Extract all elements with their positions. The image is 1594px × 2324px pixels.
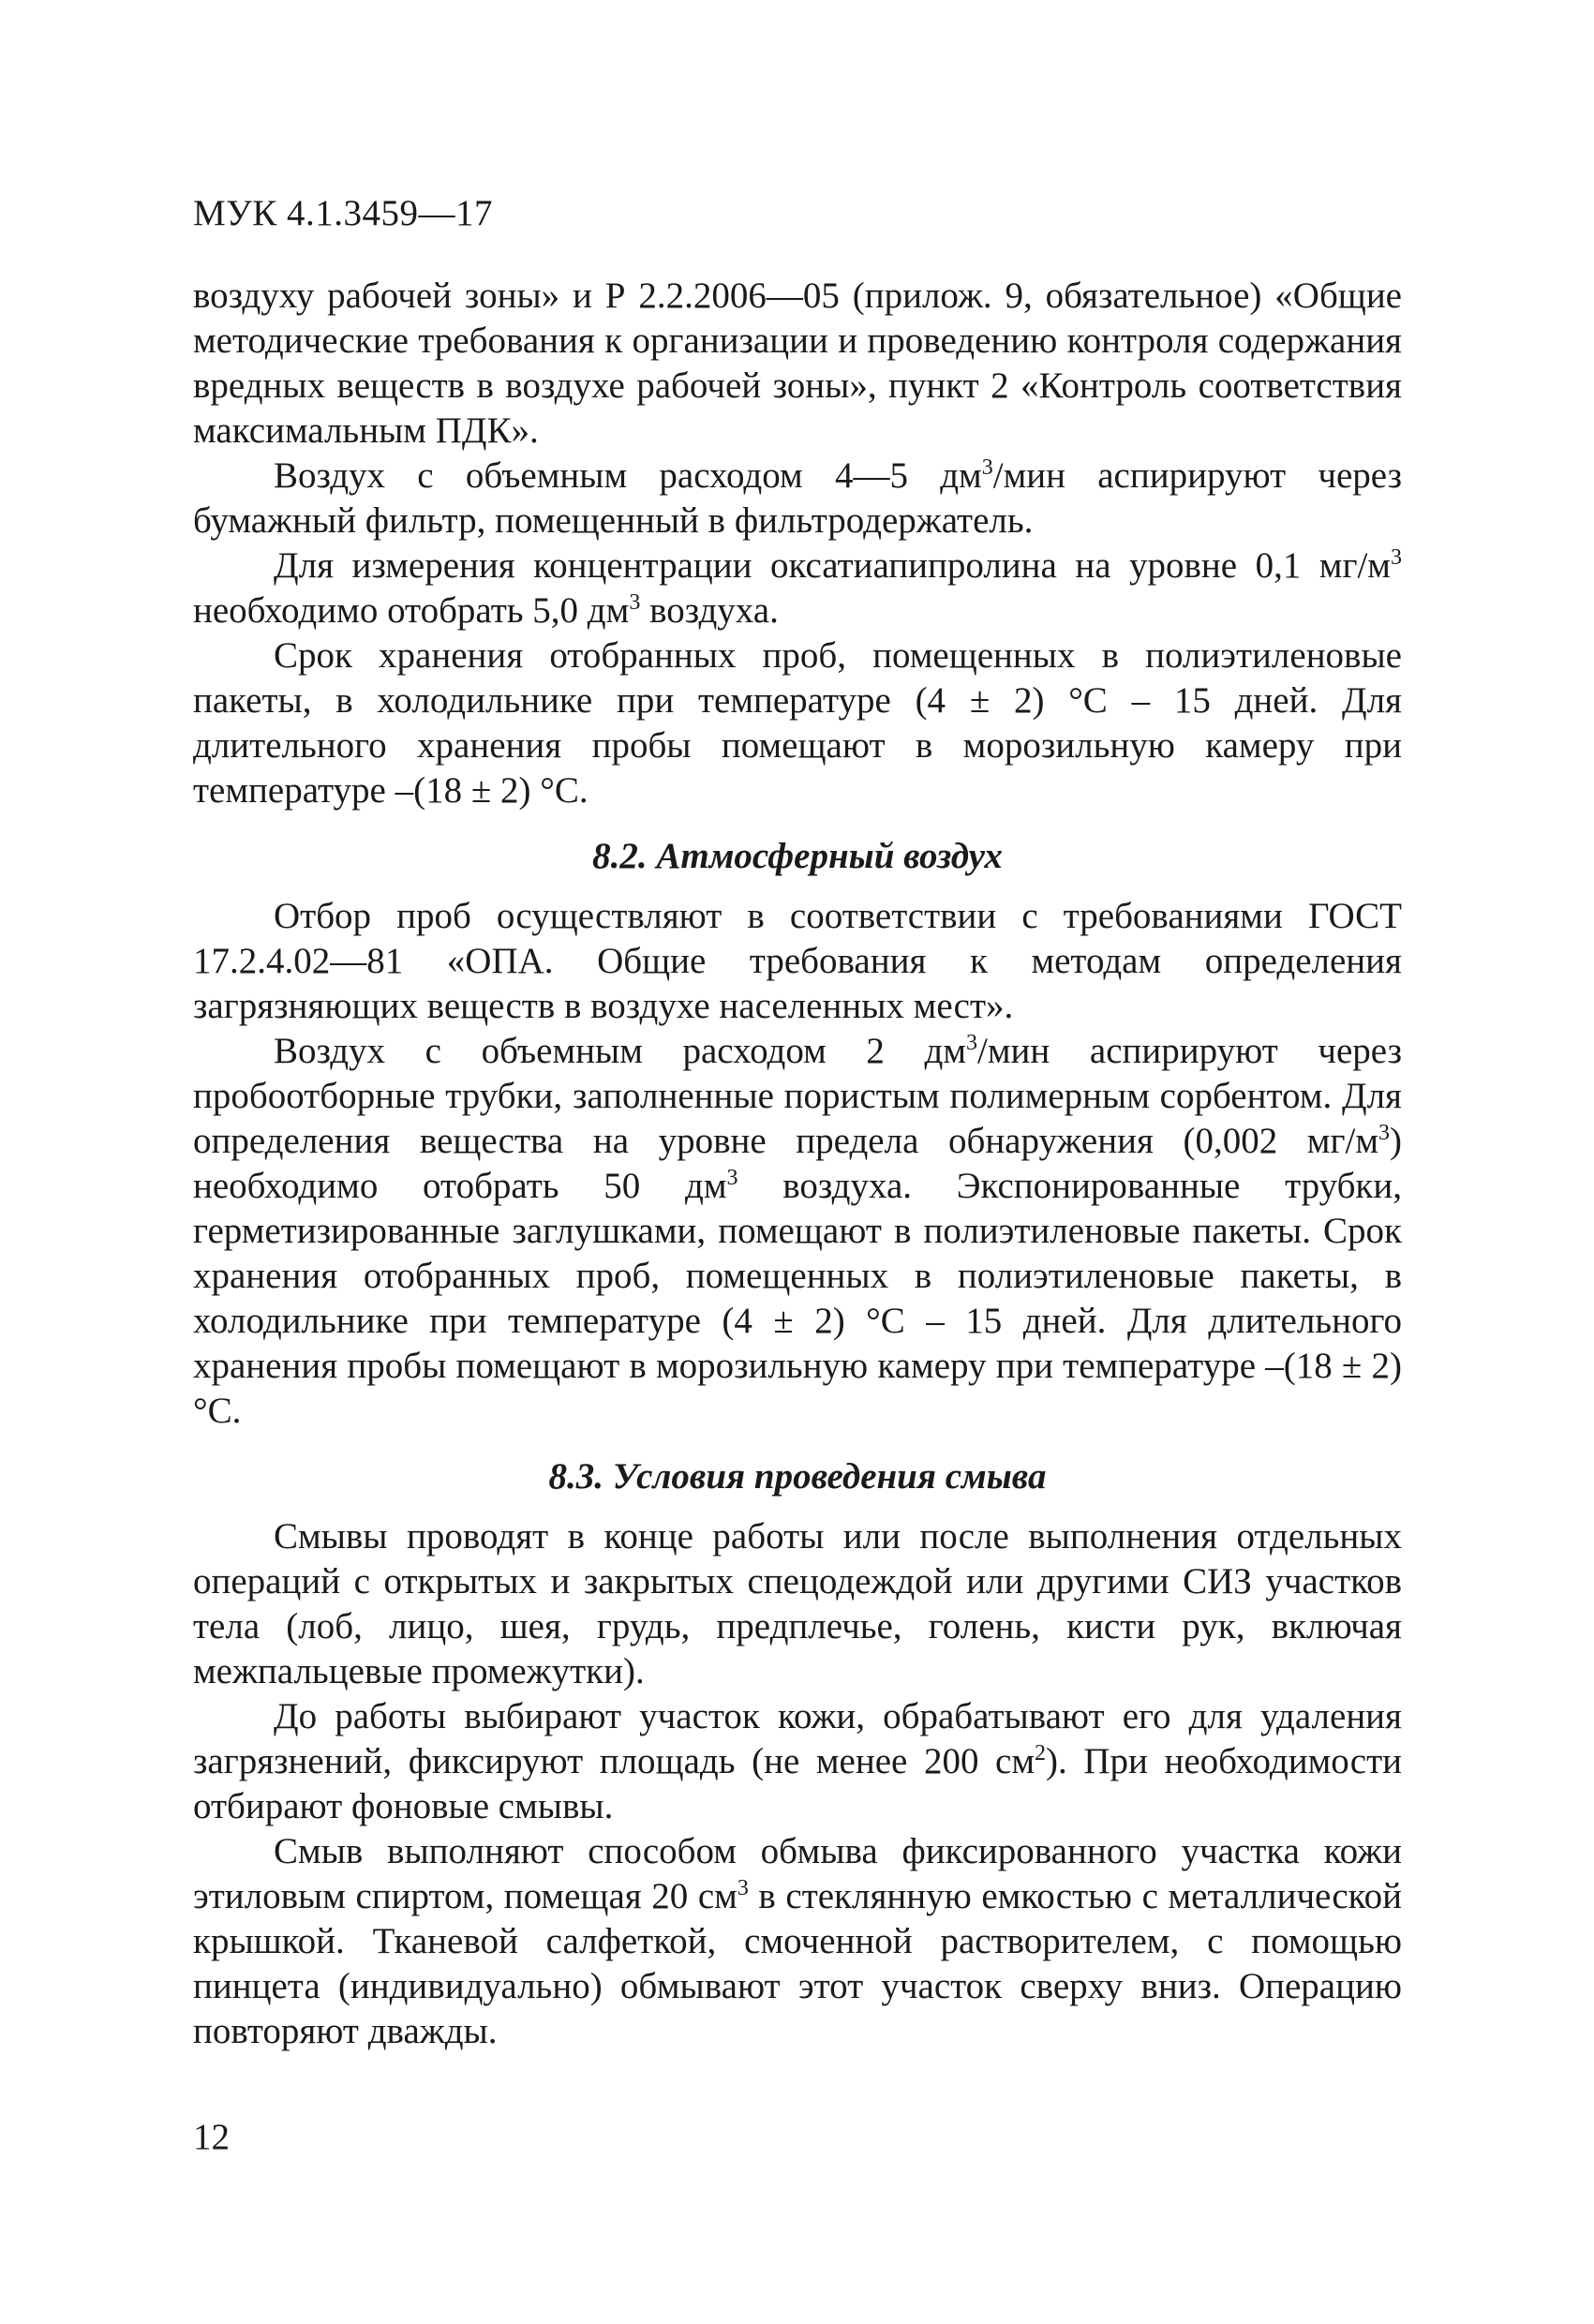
paragraph-wash-timing: Смывы проводят в конце работы или после выполнения отдельных операций с открытых и закрытых спецодеждой или другими СИЗ участков тела (лоб, лицо, шея, грудь, предплечье, голень, кисти рук, включая межпальцевые промежутки). bbox=[193, 1516, 1402, 1691]
superscript: 3 bbox=[629, 590, 641, 615]
text-run: в стеклянную емкостью с металлической крышкой. Тканевой салфеткой, смоченной растворителем, с помощью пинцета (индивидуально) обмывают этот участок сверху вниз. Операцию повторяют дважды. bbox=[193, 1876, 1402, 2051]
section-heading-8-2: 8.2. Атмосферный воздух bbox=[592, 836, 1003, 876]
paragraph-sampling: Отбор проб осуществляют в соответствии с требованиями ГОСТ 17.2.4.02—81 «ОПА. Общие требования к методам определения загрязняющих веществ в воздухе населенных мест». bbox=[193, 896, 1402, 1026]
superscript: 3 bbox=[1391, 545, 1402, 570]
superscript: 3 bbox=[981, 455, 993, 480]
paragraph-air-flow bbox=[193, 454, 1402, 544]
text-run: воздуха. bbox=[640, 590, 779, 631]
superscript: 3 bbox=[726, 1166, 738, 1190]
text-run: ). При необходимости отбирают фоновые смывы. bbox=[193, 1741, 1402, 1826]
paragraph-skin-prep bbox=[193, 1694, 1402, 1829]
page-number: 12 bbox=[193, 2117, 230, 2157]
body-text bbox=[193, 274, 1402, 2054]
superscript: 3 bbox=[966, 1031, 978, 1055]
superscript: 3 bbox=[737, 1876, 749, 1900]
text-run: /мин аспирируют через пробоотборные трубки, заполненные пористым полимерным сорбентом. Для определения вещества на уровне предела обнаружения (0,002 мг/м bbox=[193, 1031, 1402, 1161]
text-run: воздуха. Экспонированные трубки, герметизированные заглушками, помещают в полиэтиленовые пакеты. Срок хранения отобранных проб, помещенных в полиэтиленовые пакеты, в холодильнике при температуре (4 ± 2) °С – 15 дней. Для длительного хранения пробы помещают в морозильную камеру при температуре –(18 ± 2) °С. bbox=[193, 1166, 1402, 1431]
section-heading-8-3: 8.3. Условия проведения смыва bbox=[548, 1456, 1047, 1497]
text-run: Для измерения концентрации оксатиапипролина на уровне 0,1 мг/м bbox=[274, 545, 1391, 586]
text-run: Воздух с объемным расходом 2 дм bbox=[274, 1031, 967, 1071]
superscript: 3 bbox=[1378, 1121, 1390, 1145]
paragraph-atmospheric-air-flow bbox=[193, 1029, 1402, 1434]
paragraph-measurement bbox=[193, 544, 1402, 633]
text-run: необходимо отобрать 5,0 дм bbox=[193, 590, 630, 631]
paragraph-wash-method bbox=[193, 1829, 1402, 2054]
text-run: Смыв выполняют способом обмыва фиксированного участка кожи этиловым спиртом, помещая 20 см bbox=[193, 1831, 1402, 1916]
running-header: МУК 4.1.3459—17 bbox=[193, 193, 494, 233]
paragraph-continuation: воздуху рабочей зоны» и Р 2.2.2006—05 (прилож. 9, обязательное) «Общие методические требования к организации и проведению контроля содержания вредных веществ в воздухе рабочей зоны», пункт 2 «Контроль соответствия максимальным ПДК». bbox=[193, 276, 1402, 451]
superscript: 2 bbox=[1035, 1741, 1047, 1765]
paragraph-storage: Срок хранения отобранных проб, помещенных в полиэтиленовые пакеты, в холодильнике при температуре (4 ± 2) °С – 15 дней. Для длительного хранения пробы помещают в морозильную камеру при температуре –(18 ± 2) °С. bbox=[193, 635, 1402, 811]
text-run: Воздух с объемным расходом 4—5 дм bbox=[274, 455, 982, 496]
text-run: /мин аспирируют через бумажный фильтр, помещенный в фильтродержатель. bbox=[193, 455, 1403, 541]
text-run: До работы выбирают участок кожи, обрабатывают его для удаления загрязнений, фиксируют площадь (не менее 200 см bbox=[193, 1696, 1402, 1781]
text-run: ) необходимо отобрать 50 дм bbox=[193, 1121, 1402, 1206]
